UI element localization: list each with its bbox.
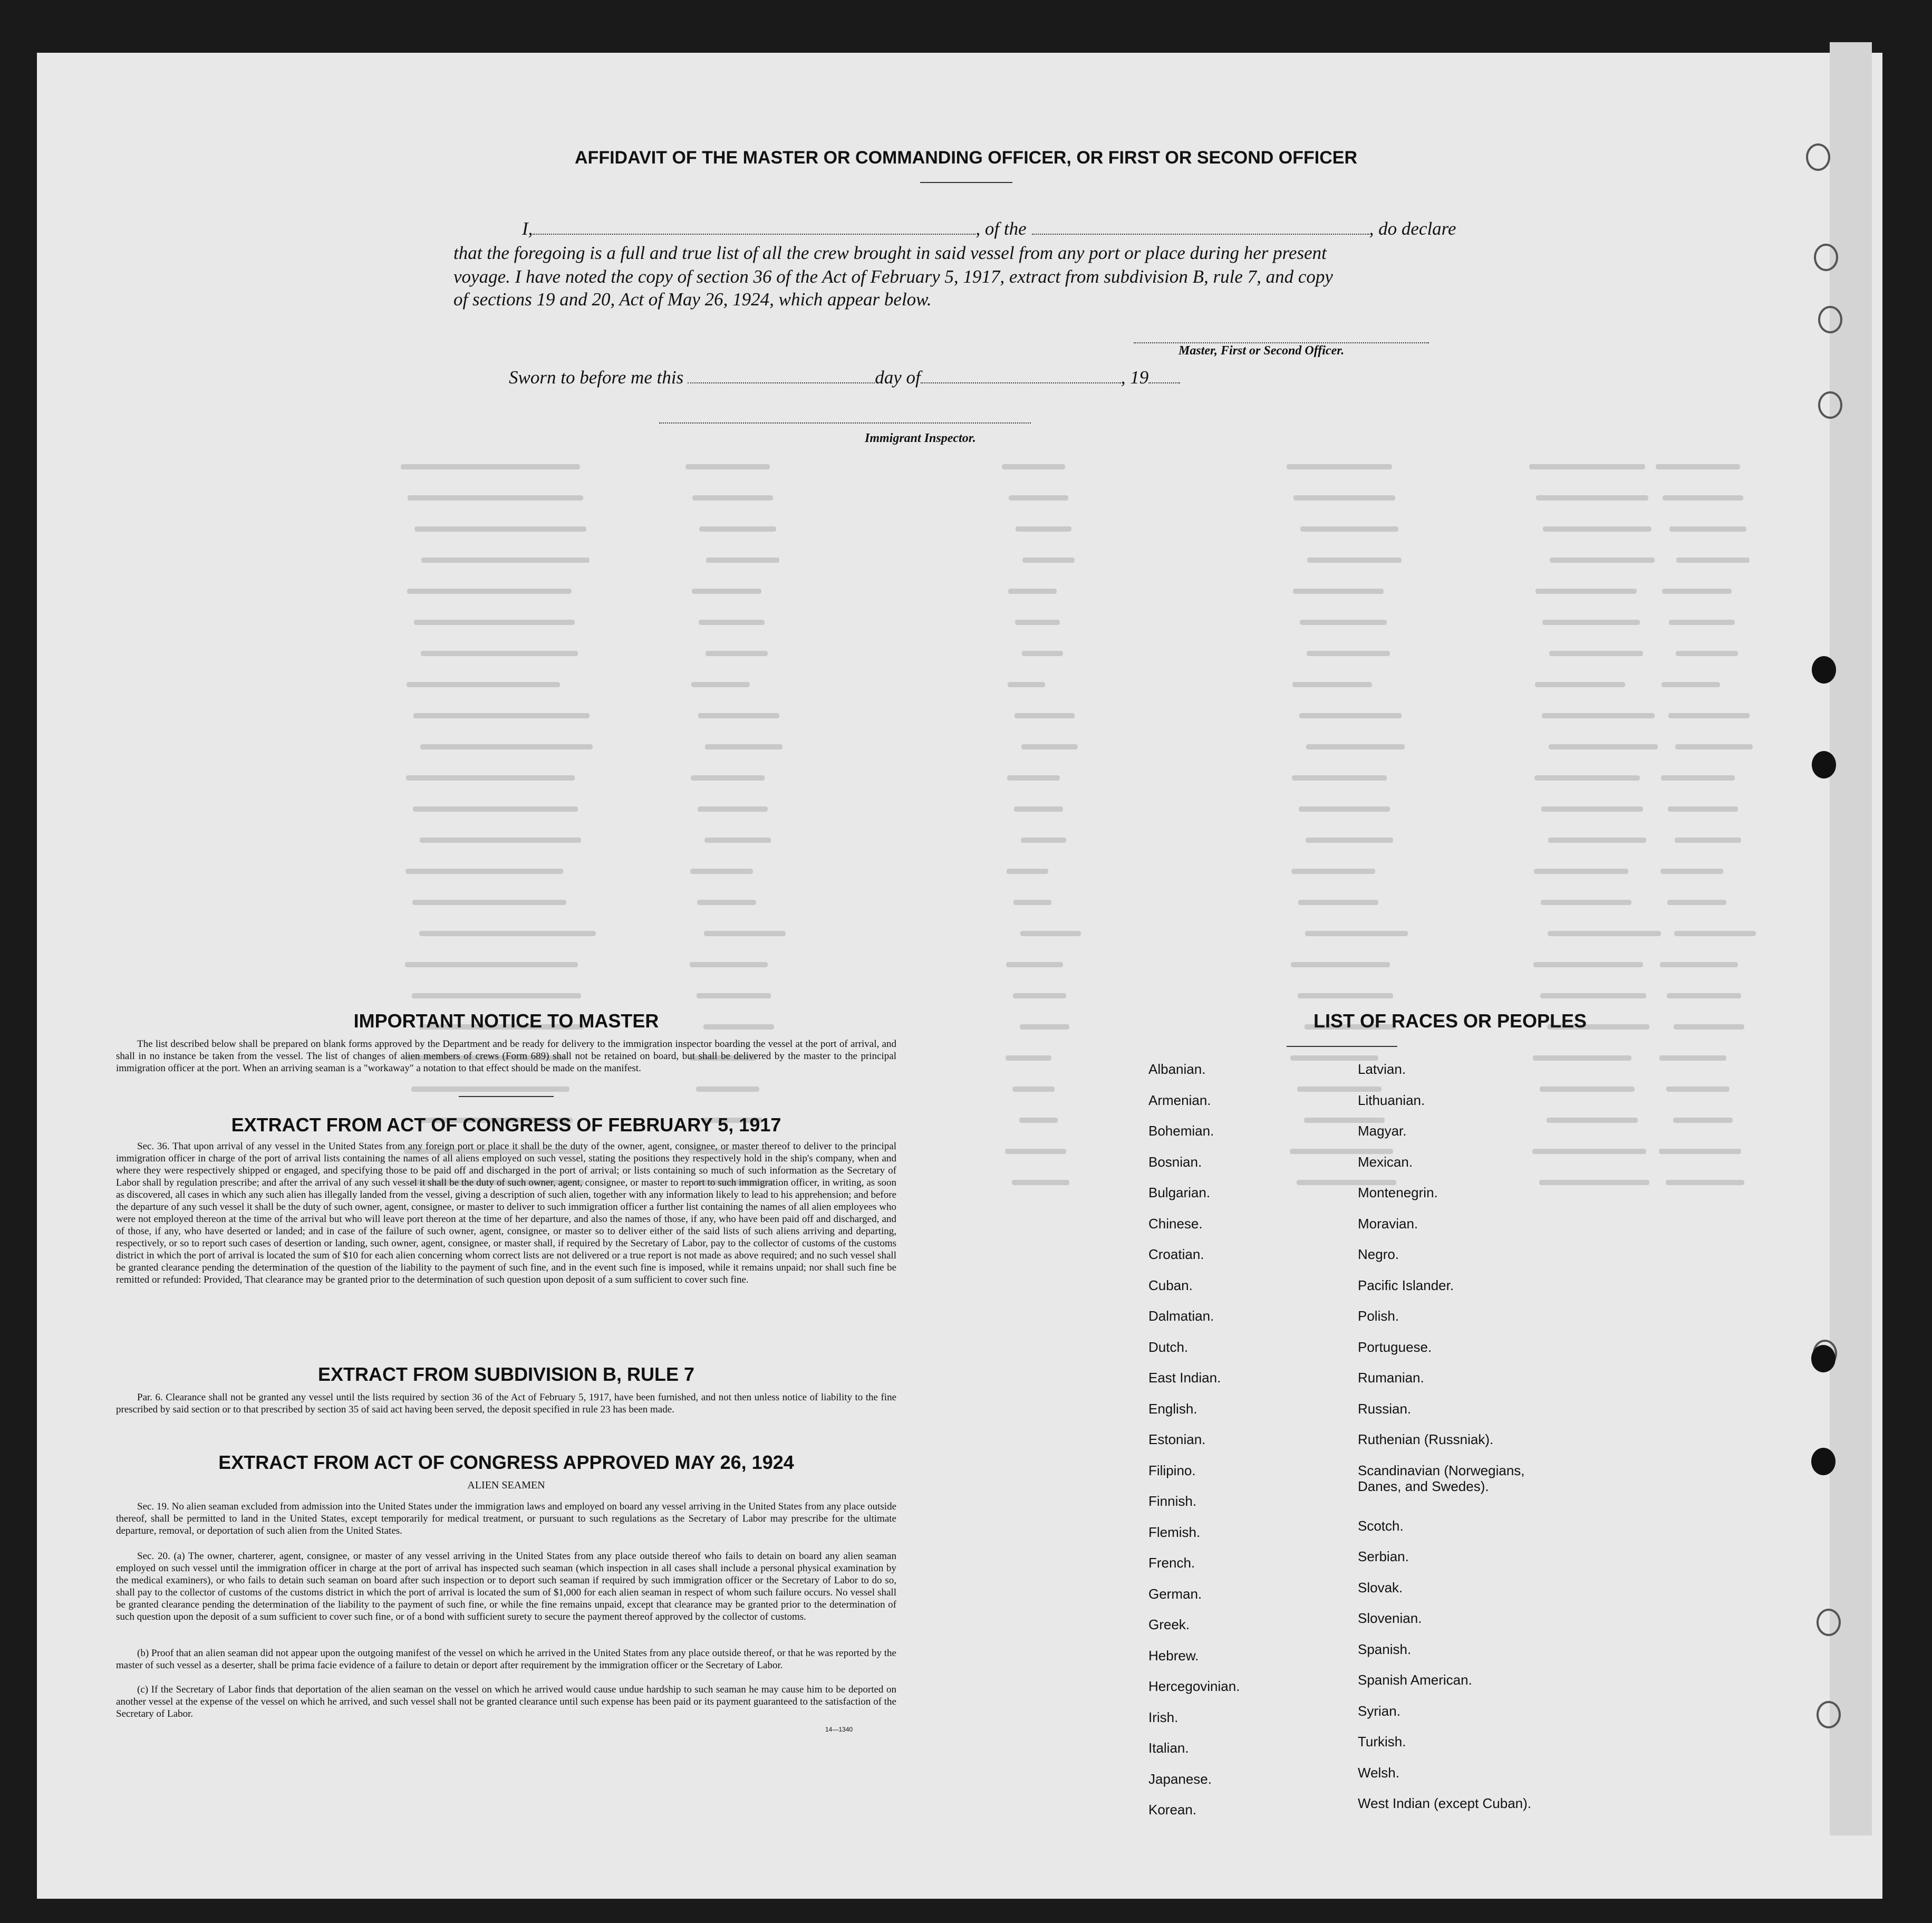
bleed-mark bbox=[420, 744, 593, 749]
section-20c-text: (c) If the Secretary of Labor finds that deportation of the alien seaman on the vessel on which he arrived would cause undue hardship to such seaman he may cause him to be deported on another vessel at the expense of the vessel on which he arrived, and such vessel shall not be granted clearance until such expense has been paid or its payment guaranteed to the satisfaction of the Secretary of Labor. bbox=[116, 1684, 896, 1719]
affidavit-title: AFFIDAVIT OF THE MASTER OR COMMANDING OFFICER, OR FIRST OR SECOND OFFICER bbox=[575, 148, 1357, 168]
race-item: Slovak. bbox=[1358, 1579, 1403, 1595]
bleed-mark bbox=[690, 869, 753, 874]
bleed-mark bbox=[1020, 1024, 1069, 1030]
bleed-mark bbox=[1299, 713, 1402, 718]
race-item: Polish. bbox=[1358, 1308, 1399, 1324]
bleed-mark bbox=[1656, 464, 1740, 469]
punch-hole bbox=[1818, 391, 1842, 419]
bleed-mark bbox=[405, 869, 563, 874]
race-item: Portuguese. bbox=[1358, 1339, 1432, 1355]
race-item: Mexican. bbox=[1358, 1153, 1413, 1170]
bleed-mark bbox=[408, 495, 583, 501]
bleed-mark bbox=[414, 526, 586, 532]
bleed-mark bbox=[1669, 526, 1746, 532]
race-item: Irish. bbox=[1148, 1709, 1178, 1725]
race-item: Greek. bbox=[1148, 1617, 1190, 1632]
bleed-mark bbox=[1287, 464, 1392, 469]
bleed-mark bbox=[1659, 1055, 1726, 1061]
punch-hole bbox=[1817, 1609, 1841, 1636]
race-item: Cuban. bbox=[1148, 1277, 1193, 1293]
punch-hole bbox=[1811, 1345, 1836, 1372]
bleed-mark bbox=[1002, 464, 1065, 469]
race-item: Scandinavian (Norwegians, Danes, and Swedes). bbox=[1358, 1462, 1525, 1494]
bleed-mark bbox=[421, 557, 590, 563]
bleed-mark bbox=[1300, 620, 1387, 625]
race-item: Chinese. bbox=[1148, 1215, 1203, 1232]
bleed-mark bbox=[1300, 526, 1398, 532]
race-item: Dutch. bbox=[1148, 1339, 1189, 1355]
affidavit-do-declare: , do declare bbox=[1369, 218, 1456, 239]
bleed-mark bbox=[1534, 869, 1628, 874]
bleed-mark bbox=[406, 775, 575, 781]
race-item: Latvian. bbox=[1358, 1061, 1406, 1077]
bleed-mark bbox=[1019, 1118, 1058, 1123]
master-signature-label: Master, First or Second Officer. bbox=[1178, 344, 1345, 358]
bleed-mark bbox=[1666, 1087, 1730, 1092]
punch-hole bbox=[1814, 244, 1838, 271]
race-item: Welsh. bbox=[1358, 1764, 1399, 1781]
punch-hole bbox=[1818, 306, 1842, 333]
bleed-mark bbox=[1540, 993, 1646, 998]
bleed-mark bbox=[1548, 931, 1661, 936]
rule7-text: Par. 6. Clearance shall not be granted any vessel until the lists required by section 36 of the Act of February 5, 1917, have been furnished, and not then unless notice of liability to the fine prescribed by said section or to that prescribed by section 35 of said act having been served, the deposit specified in rule 23 has been made. bbox=[116, 1392, 896, 1415]
affidavit-line-3: voyage. I have noted the copy of section 36 of the Act of February 5, 1917, extract from subdivision B, rule 7, and copy bbox=[453, 266, 1333, 287]
race-item: Rumanian. bbox=[1358, 1370, 1424, 1386]
sworn-day-of: day of bbox=[875, 367, 921, 388]
bleed-mark bbox=[1533, 1055, 1631, 1061]
race-item: Albanian. bbox=[1148, 1061, 1206, 1077]
sworn-month-blank bbox=[921, 364, 1121, 383]
race-item: Pacific Islander. bbox=[1358, 1277, 1454, 1293]
bleed-mark bbox=[1291, 869, 1375, 874]
bleed-mark bbox=[690, 962, 768, 967]
bleed-mark bbox=[1021, 744, 1078, 749]
race-item: Serbian. bbox=[1358, 1549, 1409, 1564]
bleed-mark bbox=[1290, 1055, 1378, 1061]
race-item: Japanese. bbox=[1148, 1771, 1212, 1787]
race-item: Syrian. bbox=[1358, 1703, 1400, 1719]
extract-1917-title: EXTRACT FROM ACT OF CONGRESS OF FEBRUARY 5, 1917 bbox=[231, 1114, 781, 1136]
section-20a-text: Sec. 20. (a) The owner, charterer, agent, consignee, or master of any vessel arriving in the United States from any place outside thereof who fails to detain on board any alien seaman employed on such vessel until the immigration officer in charge at the port of arrival has inspected such seaman (which inspection in all cases shall include a personal physical examination by the medical examiners), or who fails to detain such seaman on board after such inspection or to deport such seaman if required by such immigration officer or the Secretary of Labor to do so, shall pay to the collector of customs of the customs district in which the port of arrival is located the sum of $1,000 for each alien seaman in respect of whom such failure occurs. No vessel shall be granted clearance pending the determination of the liability to the payment of such fine, or while the fine remains unpaid, except that clearance may be granted prior to the determination of such question upon the deposit of a sum sufficient to cover such fine, or of a bond with sufficient surety to secure the payment thereof approved by the collector of customs. bbox=[116, 1551, 896, 1622]
race-item: Spanish. bbox=[1358, 1641, 1412, 1657]
race-item: Slovenian. bbox=[1358, 1610, 1422, 1626]
bleed-mark bbox=[1667, 900, 1726, 905]
bleed-mark bbox=[697, 993, 771, 998]
bleed-mark bbox=[405, 962, 578, 967]
bleed-mark bbox=[1007, 869, 1048, 874]
divider bbox=[459, 1096, 554, 1097]
alien-seamen-subtitle: ALIEN SEAMEN bbox=[467, 1479, 545, 1491]
race-item: Hercegovinian. bbox=[1148, 1678, 1240, 1694]
bleed-mark bbox=[1012, 1087, 1055, 1092]
extract-1924-title: EXTRACT FROM ACT OF CONGRESS APPROVED MAY 26, 1924 bbox=[218, 1451, 794, 1473]
notice-text: The list described below shall be prepared on blank forms approved by the Department and be ready for delivery to the immigration inspector boarding the vessel at the port of arrival, and shall in no instance be taken from the vessel. The list of changes of alien members of crews (Form 689) shall not be retained on board, but shall be delivered by the master to the principal immigration officer at the port. When an arriving seaman is a "workaway" a notation to that effect should be made on the manifest. bbox=[116, 1039, 896, 1074]
sworn-year-blank bbox=[1148, 364, 1180, 383]
master-signature-line bbox=[1134, 342, 1429, 343]
race-item: Scotch. bbox=[1358, 1517, 1404, 1534]
bleed-mark bbox=[1021, 838, 1066, 843]
bleed-mark bbox=[698, 713, 779, 718]
race-item: Dalmatian. bbox=[1148, 1308, 1214, 1324]
race-item: English. bbox=[1148, 1400, 1197, 1417]
inspector-signature-line bbox=[659, 422, 1031, 424]
race-item: Bosnian. bbox=[1148, 1153, 1202, 1170]
bleed-mark bbox=[407, 589, 572, 594]
vessel-name-blank bbox=[1032, 215, 1369, 235]
bleed-mark bbox=[685, 464, 770, 469]
affidavit-line-4: of sections 19 and 20, Act of May 26, 1924, which appear below. bbox=[453, 289, 932, 310]
bleed-mark bbox=[1005, 1149, 1066, 1154]
bleed-mark bbox=[1007, 775, 1060, 781]
bleed-mark bbox=[698, 806, 768, 812]
bleed-mark bbox=[1008, 682, 1045, 687]
bleed-mark bbox=[1008, 589, 1057, 594]
bleed-mark bbox=[413, 806, 578, 812]
bleed-mark bbox=[691, 775, 765, 781]
bleed-mark bbox=[1298, 993, 1393, 998]
bleed-mark bbox=[1293, 589, 1384, 594]
bleed-mark bbox=[1015, 620, 1060, 625]
bleed-mark bbox=[699, 526, 776, 532]
race-item: Hebrew. bbox=[1148, 1647, 1199, 1664]
race-item: Magyar. bbox=[1358, 1123, 1407, 1139]
race-item: Lithuanian. bbox=[1358, 1092, 1425, 1108]
bleed-mark bbox=[407, 682, 560, 687]
bleed-mark bbox=[1543, 526, 1651, 532]
race-item: Spanish American. bbox=[1358, 1672, 1472, 1688]
bleed-mark bbox=[1675, 838, 1741, 843]
bleed-mark bbox=[1661, 682, 1720, 687]
bleed-mark bbox=[1534, 775, 1640, 781]
bleed-mark bbox=[1659, 1149, 1741, 1154]
divider bbox=[920, 182, 1012, 183]
race-item: Bulgarian. bbox=[1148, 1185, 1211, 1200]
race-item: Korean. bbox=[1148, 1802, 1197, 1818]
punch-hole bbox=[1811, 1448, 1836, 1475]
race-item: French. bbox=[1148, 1555, 1195, 1571]
race-item: Turkish. bbox=[1358, 1734, 1406, 1749]
bleed-mark bbox=[1663, 495, 1743, 501]
bleed-mark bbox=[401, 464, 580, 469]
race-item: Russian. bbox=[1358, 1400, 1412, 1417]
bleed-mark bbox=[413, 713, 590, 718]
bleed-mark bbox=[1014, 806, 1063, 812]
punch-hole bbox=[1812, 656, 1836, 684]
bleed-mark bbox=[1662, 589, 1732, 594]
bleed-mark bbox=[1549, 651, 1643, 656]
bleed-mark bbox=[1012, 1180, 1069, 1185]
bleed-mark bbox=[691, 682, 750, 687]
bleed-mark bbox=[1307, 651, 1390, 656]
bleed-mark bbox=[1668, 713, 1750, 718]
affidavit-i: I, bbox=[522, 218, 533, 239]
bleed-mark bbox=[704, 838, 771, 843]
bleed-mark bbox=[699, 620, 765, 625]
bleed-mark bbox=[1675, 744, 1753, 749]
bleed-mark bbox=[1293, 495, 1395, 501]
bleed-mark bbox=[697, 900, 756, 905]
race-item: Moravian. bbox=[1358, 1215, 1418, 1232]
bleed-mark bbox=[414, 620, 575, 625]
race-item: Filipino. bbox=[1148, 1462, 1196, 1478]
section-20b-text: (b) Proof that an alien seaman did not appear upon the outgoing manifest of the vessel on which he arrived in the United States from any place outside thereof, or that he was reported by the master of such vessel as a deserter, shall be prima facie evidence of a failure to detain or deport after requirement by the immigration officer or the Secretary of Labor. bbox=[116, 1648, 896, 1671]
bleed-mark bbox=[420, 838, 581, 843]
bleed-mark bbox=[1660, 869, 1723, 874]
bleed-mark bbox=[1669, 620, 1735, 625]
section-19-text: Sec. 19. No alien seaman excluded from admission into the United States under the immigration laws and employed on board any vessel arriving in the United States from any place outside thereof, shall be permitted to land in the United States, except temporarily for medical treatment, or pursuant to such regulations as the Secretary of Labor may prescribe for the ultimate departure, removal, or deportation of such alien from the United States. bbox=[116, 1501, 896, 1536]
bleed-mark bbox=[419, 931, 596, 936]
race-item: Croatian. bbox=[1148, 1246, 1204, 1262]
bleed-mark bbox=[412, 993, 581, 998]
race-item: Estonian. bbox=[1148, 1431, 1206, 1447]
bleed-mark bbox=[1013, 993, 1066, 998]
bleed-mark bbox=[706, 651, 768, 656]
bleed-mark bbox=[1020, 931, 1081, 936]
sworn-year: , 19 bbox=[1120, 367, 1149, 388]
bleed-mark bbox=[1305, 931, 1408, 936]
race-item: West Indian (except Cuban). bbox=[1358, 1795, 1532, 1811]
notice-title: IMPORTANT NOTICE TO MASTER bbox=[353, 1010, 659, 1032]
race-item: German. bbox=[1148, 1585, 1202, 1602]
bleed-mark bbox=[1541, 806, 1643, 812]
divider bbox=[1287, 1046, 1397, 1047]
bleed-mark bbox=[1667, 993, 1741, 998]
bleed-mark bbox=[1668, 806, 1738, 812]
punch-hole bbox=[1812, 751, 1836, 778]
bleed-mark bbox=[1548, 838, 1646, 843]
bleed-mark bbox=[1292, 682, 1372, 687]
race-item: Montenegrin. bbox=[1358, 1185, 1438, 1200]
master-name-blank bbox=[533, 215, 975, 235]
sworn-day-blank bbox=[688, 364, 875, 383]
bleed-mark bbox=[1013, 900, 1051, 905]
bleed-mark bbox=[1529, 464, 1645, 469]
bleed-mark bbox=[1549, 744, 1658, 749]
races-title: LIST OF RACES OR PEOPLES bbox=[1313, 1010, 1587, 1032]
race-item: Finnish. bbox=[1148, 1493, 1197, 1509]
bleed-mark bbox=[1299, 806, 1390, 812]
bleed-mark bbox=[1022, 557, 1075, 563]
bleed-mark bbox=[1676, 651, 1738, 656]
bleed-mark bbox=[1542, 713, 1655, 718]
sworn-text: Sworn to before me this bbox=[509, 367, 684, 388]
affidavit-line-1 bbox=[522, 215, 1456, 239]
bleed-mark bbox=[421, 651, 578, 656]
races-right-column bbox=[1358, 1061, 1579, 1826]
bleed-mark bbox=[1674, 931, 1756, 936]
bleed-mark bbox=[1535, 589, 1637, 594]
race-item: Negro. bbox=[1358, 1246, 1399, 1262]
bleed-mark bbox=[411, 1087, 569, 1092]
bleed-mark bbox=[1006, 1055, 1051, 1061]
extract-1917-text: Sec. 36. That upon arrival of any vessel in the United States from any foreign port or place it shall be the duty of the owner, agent, consignee, or master thereof to deliver to the principal immigration officer in charge of the port of arrival lists containing the names of all aliens employed on such vessel, stating the positions they respectively hold in the ship's company, when and where they were respectively shipped or engaged, and specifying those to be paid off and discharged in the port of arrival; or lists containing so much of such information as the Secretary of Labor shall by regulation prescribe; and after the arrival of any such vessel it shall be the duty of such owner, agent, consignee, or master to report to such immigration officer, in writing, as soon as discovered, all cases in which any such alien has illegally landed from the vessel, giving a description of such alien, together with any information likely to lead to his apprehension; and before the departure of any such vessel it shall be the duty of such owner, agent, consignee, or master to deliver to such immigration officer a further list containing the names of all alien employees who were not employed thereon at the time of the arrival but who will leave port thereon at the time of her departure, and also the names of those, if any, who have been paid off and discharged, and of those, if any, who have deserted or landed; and in case of the failure of such owner, agent, consignee, or master so to deliver either of the said lists of such aliens arriving and departing, respectively, or so to report such cases of desertion or landing, such owner, agent, consignee, or master shall, if required by the Secretary of Labor, pay to the collector of customs of the customs district in which the port of arrival is located the sum of $10 for each alien concerning whom correct lists are not delivered or a true report is not made as above required; and no such vessel shall be granted clearance pending the determination of the question of the liability to the payment of such fine, and in the event such fine is imposed, while it remains unpaid; nor shall such fine be remitted or refunded: Provided, That clearance may be granted prior to the determination of such question upon deposit of a sum sufficient to cover such fine. bbox=[116, 1141, 896, 1285]
bleed-mark bbox=[1298, 900, 1378, 905]
bleed-mark bbox=[1022, 651, 1063, 656]
sworn-line bbox=[509, 364, 1180, 388]
punch-hole bbox=[1817, 1701, 1841, 1728]
race-item: Bohemian. bbox=[1148, 1123, 1214, 1139]
bleed-mark bbox=[705, 744, 783, 749]
bleed-mark bbox=[1307, 557, 1402, 563]
bleed-mark bbox=[1292, 775, 1387, 781]
bleed-mark bbox=[692, 589, 761, 594]
bleed-mark bbox=[1666, 1180, 1744, 1185]
race-item: Armenian. bbox=[1148, 1092, 1211, 1108]
bleed-mark bbox=[696, 1087, 759, 1092]
race-item: Italian. bbox=[1148, 1740, 1189, 1756]
bleed-mark bbox=[1306, 744, 1405, 749]
bleed-mark bbox=[706, 557, 779, 563]
bleed-mark bbox=[1291, 962, 1390, 967]
bleed-mark bbox=[704, 931, 786, 936]
bleed-mark bbox=[1535, 682, 1625, 687]
bleed-mark bbox=[1533, 962, 1643, 967]
form-number: 14—1340 bbox=[825, 1726, 853, 1733]
bleed-mark bbox=[1536, 495, 1648, 501]
affidavit-line-2: that the foregoing is a full and true list of all the crew brought in said vessel from any port or place during her present bbox=[453, 243, 1327, 263]
bleed-mark bbox=[1006, 962, 1063, 967]
bleed-mark bbox=[1676, 557, 1750, 563]
bleed-mark bbox=[412, 900, 566, 905]
race-item: Flemish. bbox=[1148, 1524, 1201, 1540]
race-item: Ruthenian (Russniak). bbox=[1358, 1431, 1494, 1447]
bleed-mark bbox=[1015, 713, 1075, 718]
bleed-mark bbox=[1009, 495, 1068, 501]
bleed-mark bbox=[1306, 838, 1393, 843]
inspector-label: Immigrant Inspector. bbox=[865, 431, 976, 445]
bleed-mark bbox=[1541, 900, 1631, 905]
bleed-mark bbox=[1660, 962, 1738, 967]
races-left-column bbox=[1148, 1061, 1338, 1833]
bleed-mark bbox=[692, 495, 773, 501]
affidavit-of-the: , of the bbox=[975, 218, 1027, 239]
bleed-mark bbox=[1673, 1118, 1733, 1123]
bleed-mark bbox=[1661, 775, 1735, 781]
race-item: East Indian. bbox=[1148, 1370, 1221, 1386]
rule7-title: EXTRACT FROM SUBDIVISION B, RULE 7 bbox=[317, 1363, 695, 1385]
bleed-mark bbox=[1542, 620, 1640, 625]
bleed-mark bbox=[1550, 557, 1655, 563]
bleed-mark bbox=[1016, 526, 1071, 532]
